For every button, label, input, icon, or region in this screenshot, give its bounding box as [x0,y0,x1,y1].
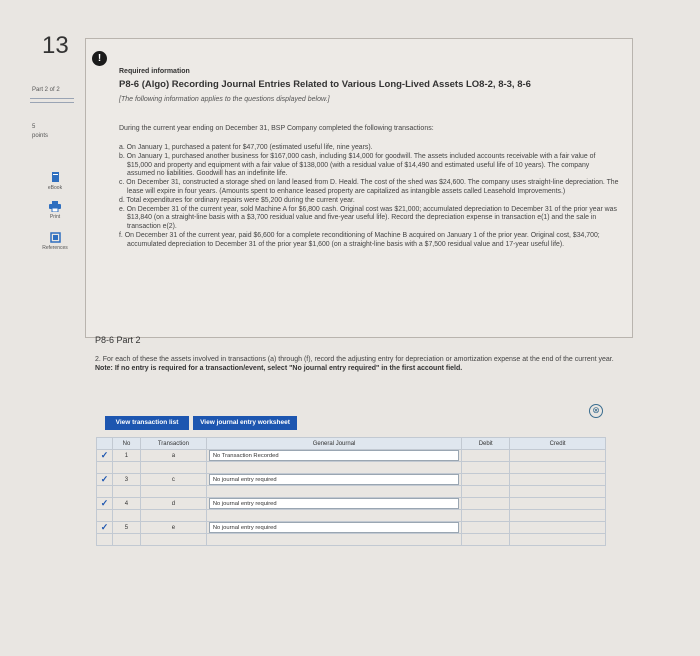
transaction-b: b. On January 1, purchased another business for $167,000 cash, including $14,000 for goodwill. The assets included accounts receivable with a fair value of $15,000 and property and equipment with a fair value of $138,000 (with a residual value of $14,490 and estimated useful life of 10 years). The company assumed no liabilities. Goodwill has an indefinite life. [119,152,596,178]
part2-heading: P8-6 Part 2 [95,335,141,345]
header-general-journal: General Journal [206,438,461,450]
required-info-heading: Required information [119,68,190,75]
row-check-icon: ✓ [97,450,113,462]
row-transaction: a [140,450,206,462]
points-label: points [32,133,49,139]
account-cell [206,474,461,486]
account-select[interactable]: No Transaction Recorded [209,450,459,461]
row-no: 5 [112,522,140,534]
table-row [97,534,606,546]
print-icon [49,201,61,212]
transaction-c: c. On December 31, constructed a storage shed on land leased from D. Heald. The cost of the shed was $24,600. The company uses straight-line depreciation. The lease will expire in four years. (Amounts spent to enhance leased property are capitalized as intangible assets called Leasehold Improvements.) [119,179,619,195]
table-row [97,510,606,522]
debit-input[interactable] [462,498,510,510]
journal-table [96,437,606,546]
part2-instruction-text: 2. For each of these the assets involved in transactions (a) through (f), record the adjusting entry for depreciation or amortization expense at the end of the current year. [95,356,614,363]
debit-input[interactable] [462,522,510,534]
transaction-f: f. On December 31 of the current year, paid $6,600 for a complete reconditioning of Machine B acquired on January 1 of the prior year. Original cost, $34,700; accumulated depreciation to December 31 of the prior year $1,600 (on a straight-line basis with a $7,500 residual value and 17-year useful life). [119,231,600,248]
left-rail [0,0,84,656]
account-select[interactable]: No journal entry required [209,474,459,485]
credit-input[interactable] [510,522,606,534]
table-row[interactable] [97,450,606,462]
debit-input[interactable] [462,450,510,462]
account-cell [206,522,461,534]
row-transaction: c [140,474,206,486]
question-number: 13 [42,32,69,59]
debit-input[interactable] [462,474,510,486]
print-button[interactable] [40,201,70,220]
row-check-icon: ✓ [97,522,113,534]
table-row[interactable] [97,522,606,534]
book-icon [51,172,60,183]
header-transaction: Transaction [140,438,206,450]
points-value: 5 [32,124,36,130]
table-row [97,462,606,474]
account-cell [206,498,461,510]
transactions-list [119,144,619,250]
table-header-row [97,438,606,450]
view-journal-worksheet-button[interactable]: View journal entry worksheet [193,416,297,430]
info-note: [The following information applies to the questions displayed below.] [119,96,330,103]
references-button[interactable] [40,232,70,251]
header-debit: Debit [462,438,510,450]
account-select[interactable]: No journal entry required [209,522,459,533]
header-no: No [112,438,140,450]
table-row[interactable] [97,498,606,510]
credit-input[interactable] [510,450,606,462]
rail-divider [30,102,74,103]
part2-instructions [95,355,635,373]
references-label: References [42,245,68,251]
ebook-button[interactable] [40,172,70,191]
points-box [32,123,48,141]
references-icon [50,232,61,243]
transaction-d: d. Total expenditures for ordinary repairs were $5,200 during the current year. [119,196,355,204]
alert-icon: ! [92,51,107,66]
print-label: Print [49,214,61,220]
view-transaction-list-button[interactable]: View transaction list [105,416,189,430]
row-check-icon: ✓ [97,474,113,486]
row-check-icon: ✓ [97,498,113,510]
ebook-label: eBook [47,185,63,191]
part2-note: Note: If no entry is required for a transaction/event, select "No journal entry required" in the first account field. [95,365,463,372]
problem-title: P8-6 (Algo) Recording Journal Entries Related to Various Long-Lived Assets LO8-2, 8-3, 8-6 [119,79,531,90]
rail-divider [30,98,74,99]
transactions-intro: During the current year ending on December 31, BSP Company completed the following transactions: [119,125,434,132]
row-no: 4 [112,498,140,510]
row-transaction: e [140,522,206,534]
close-icon[interactable]: ⊗ [589,404,603,418]
header-credit: Credit [510,438,606,450]
credit-input[interactable] [510,474,606,486]
table-row[interactable] [97,474,606,486]
row-no: 3 [112,474,140,486]
header-check [97,438,113,450]
transaction-e: e. On December 31 of the current year, sold Machine A for $6,800 cash. Original cost was $21,000; accumulated depreciation to December 31 of the prior year was $13,840 (on a straight-line basis with a $3,700 residual value and five-year useful life). Record the depreciation expense in transaction e(1) and the sale in transaction e(2). [119,205,617,231]
part-indicator: Part 2 of 2 [32,87,60,93]
row-transaction: d [140,498,206,510]
table-row [97,486,606,498]
transaction-a: a. On January 1, purchased a patent for $47,700 (estimated useful life, nine years). [119,144,373,151]
row-no: 1 [112,450,140,462]
account-cell [206,450,461,462]
account-select[interactable]: No journal entry required [209,498,459,509]
credit-input[interactable] [510,498,606,510]
